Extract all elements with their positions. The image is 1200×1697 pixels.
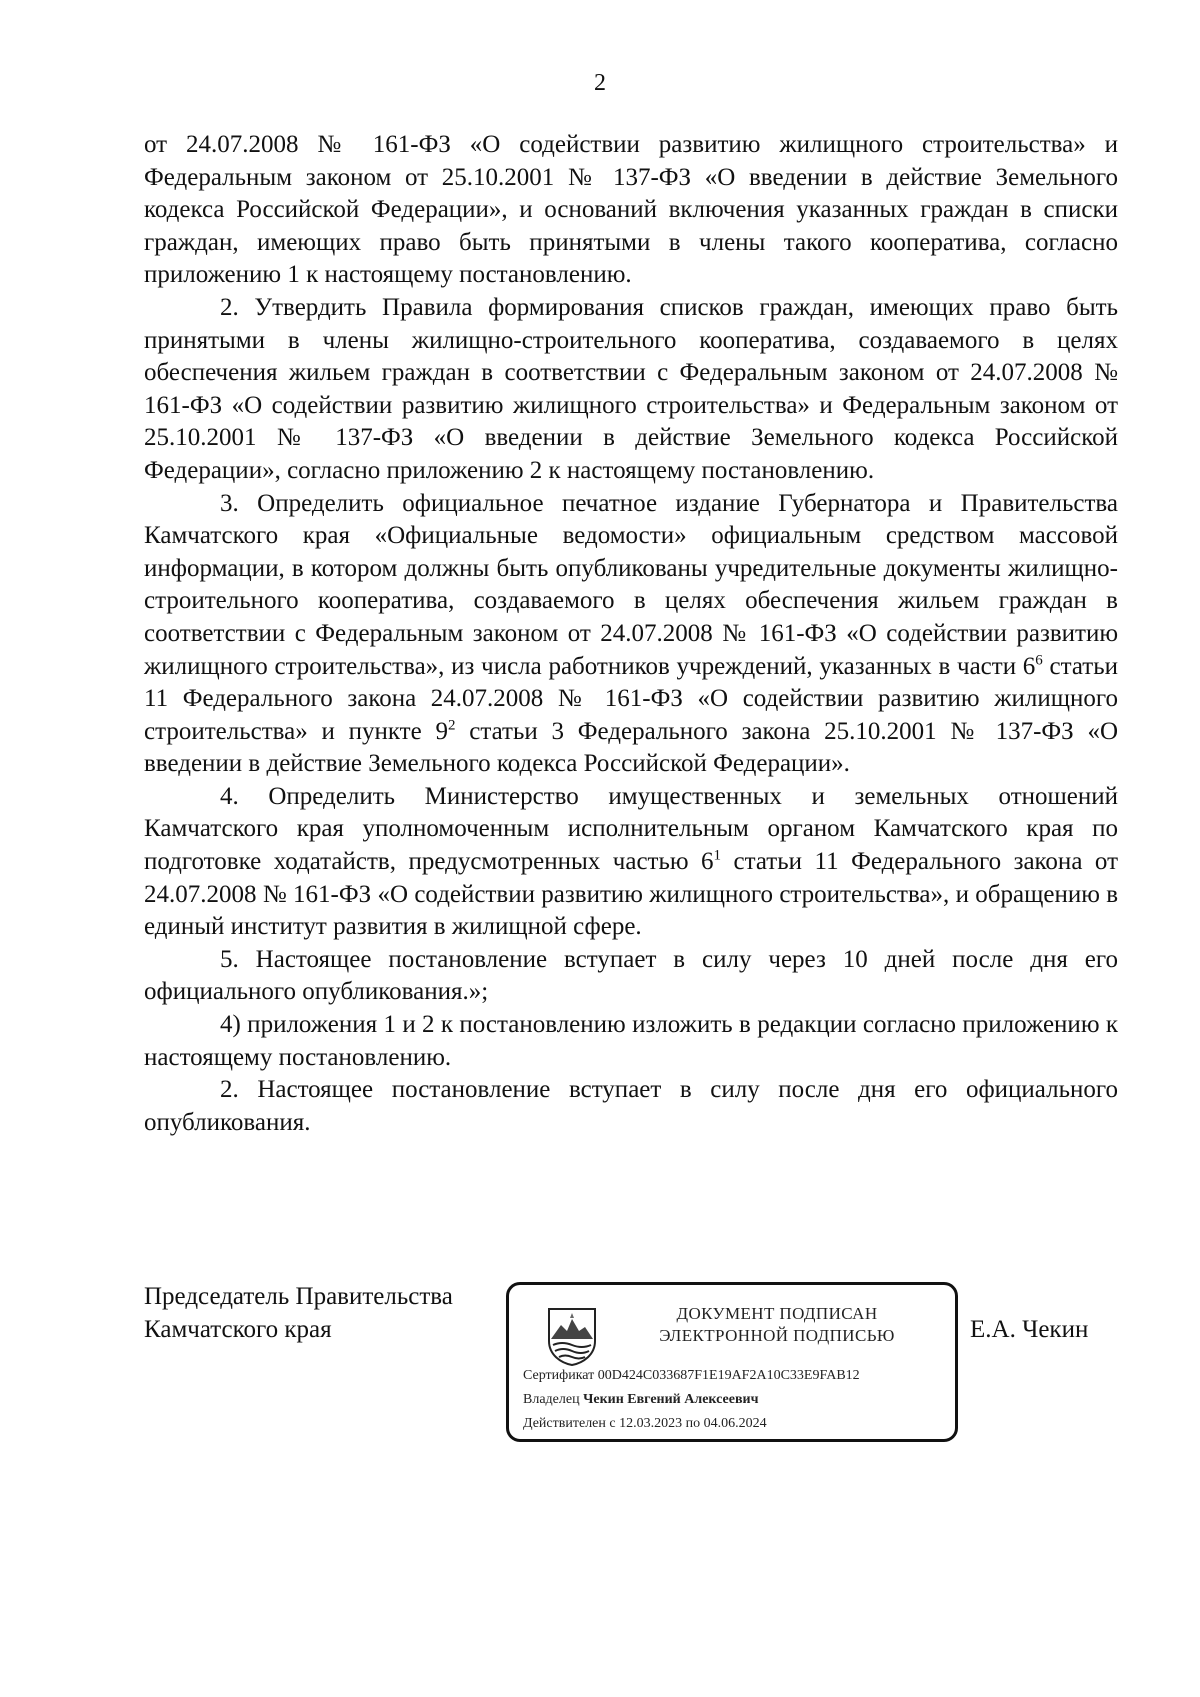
certificate-label: Сертификат — [523, 1368, 595, 1383]
certificate-value: 00D424C033687F1E19AF2A10C33E9FAB12 — [597, 1368, 860, 1383]
paragraph-item-3-part-b: статьи 11 Федерального закона 24.07.2008 № 161-ФЗ «О содействии развитию жилищного строительства» и пункте 9 — [144, 652, 1118, 745]
stamp-owner — [523, 1391, 758, 1409]
signatory-title-line-2: Камчатского края — [144, 1316, 332, 1343]
paragraph-item-5: 5. Настоящее постановление вступает в силу через 10 дней после дня его официального опубликования.»; — [144, 945, 1118, 1006]
paragraph-item-3 — [144, 488, 1118, 781]
valid-to-label: по — [685, 1416, 701, 1431]
stamp-validity — [523, 1415, 767, 1433]
paragraph-final-2: 2. Настоящее постановление вступает в силу после дня его официального опубликования. — [144, 1076, 1118, 1136]
paragraph-item-4 — [144, 781, 1118, 944]
paragraph-item-3-part-c: статьи 3 Федерального закона 25.10.2001 № 137-ФЗ «О введении в действие Земельного кодекса Российской Федерации». — [144, 717, 1118, 778]
stamp-header-line-1: ДОКУМЕНТ ПОДПИСАН — [676, 1304, 878, 1323]
valid-from: 12.03.2023 — [619, 1416, 683, 1431]
stamp-certificate — [523, 1367, 860, 1385]
paragraph-item-3-part-a: 3. Определить официальное печатное издание Губернатора и Правительства Камчатского края «Официальные ведомости» официальным средством массовой информации, в котором должны быть опубликованы учредительные документы жилищно-строительного кооператива, создаваемого в целях обеспечения жильем граждан в соответствии с Федеральным законом от 24.07.2008 № 161-ФЗ «О содействии развитию жилищного строительства», из числа работников учреждений, указанных в части 6 — [144, 489, 1118, 680]
kamchatka-emblem-icon — [545, 1305, 599, 1367]
signatory-name: Е.А. Чекин — [970, 1316, 1089, 1343]
valid-label: Действителен с — [523, 1416, 616, 1431]
paragraph-item-4-part-b: статьи 11 Федерального закона от 24.07.2008 № 161-ФЗ «О содействии развитию жилищного строительства», и обращению в единый институт развития в жилищной сфере. — [144, 848, 1118, 941]
paragraph-amendment-4: 4) приложения 1 и 2 к постановлению изложить в редакции согласно приложению к настоящему постановлению. — [144, 1011, 1118, 1071]
paragraph-item-2: 2. Утвердить Правила формирования списков граждан, имеющих право быть принятыми в члены жилищно-строительного кооператива, создаваемого в целях обеспечения жильем граждан в соответствии с Федеральным законом от 24.07.2008 № 161-ФЗ «О содействии развитию жилищного строительства» и Федеральным законом от 25.10.2001 № 137-ФЗ «О введении в действие Земельного кодекса Российской Федерации», согласно приложению 2 к настоящему постановлению. — [144, 293, 1118, 484]
paragraph-continuation: от 24.07.2008 № 161-ФЗ «О содействии развитию жилищного строительства» и Федеральным законом от 25.10.2001 № 137-ФЗ «О введении в действие Земельного кодекса Российской Федерации», и оснований включения указанных граждан в списки граждан, имеющих право быть принятыми в члены такого кооператива, согласно приложению 1 к настоящему постановлению. — [144, 131, 1118, 289]
document-body — [144, 129, 1118, 1139]
stamp-header — [627, 1303, 927, 1347]
signatory-title-line-1: Председатель Правительства — [144, 1283, 453, 1310]
page-number: 2 — [594, 70, 606, 96]
valid-to: 04.06.2024 — [703, 1416, 767, 1431]
electronic-signature-stamp — [506, 1282, 958, 1442]
superscript: 2 — [447, 717, 456, 734]
superscript: 6 — [1035, 652, 1043, 669]
owner-value: Чекин Евгений Алексеевич — [583, 1392, 759, 1407]
superscript: 1 — [713, 847, 722, 864]
signatory-title — [144, 1280, 453, 1346]
owner-label: Владелец — [523, 1392, 580, 1407]
paragraph-item-4-part-a: 4. Определить Министерство имущественных и земельных отношений Камчатского края уполномоченным исполнительным органом Камчатского края по подготовке ходатайств, предусмотренных частью 6 — [144, 782, 1118, 876]
stamp-header-line-2: ЭЛЕКТРОННОЙ ПОДПИСЬЮ — [659, 1326, 895, 1345]
